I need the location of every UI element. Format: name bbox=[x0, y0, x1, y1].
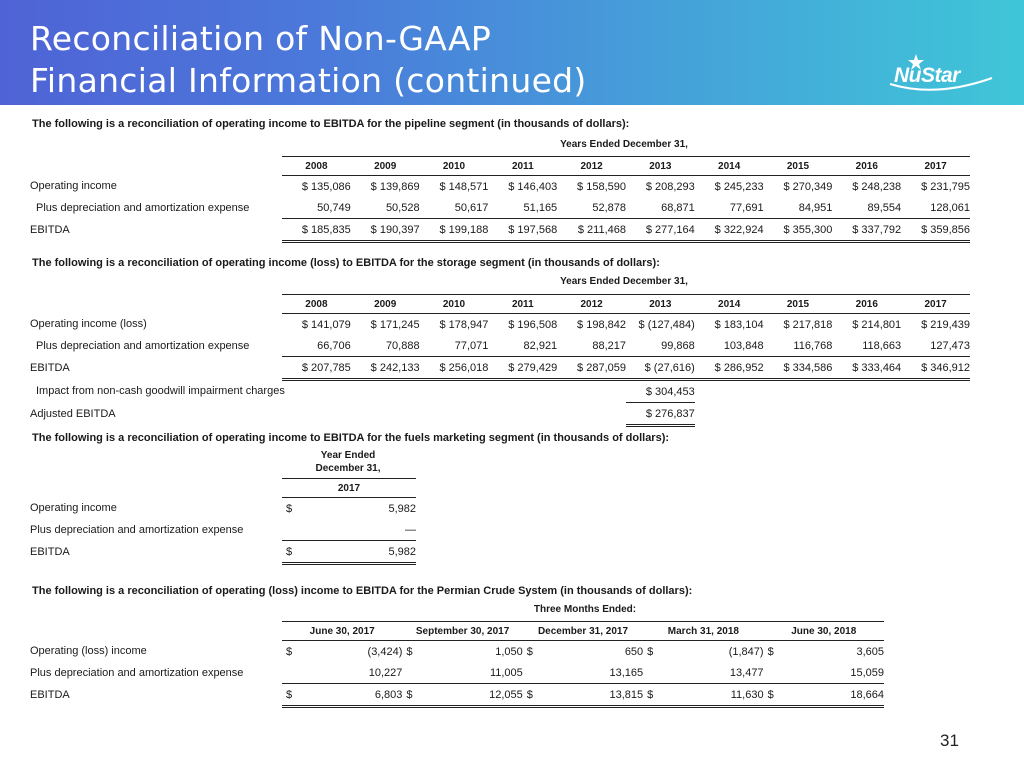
cell-value: 6,803 bbox=[374, 688, 403, 701]
year-header: 2017 bbox=[282, 479, 416, 498]
cell-value: $ 199,188 bbox=[420, 219, 489, 242]
slide-title-line-1: Reconciliation of Non-GAAP bbox=[30, 19, 492, 58]
cell-value: $ 279,429 bbox=[488, 357, 557, 380]
row-label: EBITDA bbox=[30, 689, 70, 701]
cell-value: $ 158,590 bbox=[577, 180, 626, 193]
cell-value: 12,055 bbox=[489, 688, 523, 701]
cell-value: 82,921 bbox=[488, 335, 557, 357]
row-label: EBITDA bbox=[30, 362, 70, 374]
year-header: 2012 bbox=[557, 157, 626, 176]
cell-value: (1,847) bbox=[728, 645, 764, 658]
empty-cell bbox=[695, 403, 764, 426]
year-header: 2014 bbox=[695, 157, 764, 176]
table-row bbox=[30, 684, 884, 707]
cell-value: $ 208,293 bbox=[645, 180, 695, 193]
currency-symbol: $ bbox=[286, 502, 293, 515]
permian-period-header: Three Months Ended: bbox=[533, 604, 637, 615]
year-header: 2015 bbox=[764, 157, 833, 176]
row-label: Operating income bbox=[30, 502, 117, 515]
row-label: Operating income (loss) bbox=[30, 318, 147, 331]
empty-cell bbox=[901, 403, 970, 426]
cell bbox=[523, 662, 643, 684]
year-header: 2014 bbox=[695, 295, 764, 314]
cell-value: 3,605 bbox=[856, 645, 884, 658]
table-row bbox=[30, 335, 970, 357]
slide-title-line-2: Financial Information (continued) bbox=[30, 61, 587, 100]
cell-value: $ 359,856 bbox=[901, 219, 970, 242]
permian-rows bbox=[30, 641, 884, 707]
row-label: Plus depreciation and amortization expense bbox=[30, 523, 244, 536]
table-row bbox=[30, 176, 970, 198]
currency-symbol: $ bbox=[526, 688, 533, 701]
cell-value: 84,951 bbox=[764, 197, 833, 219]
empty-cell bbox=[420, 380, 489, 403]
cell-value: 18,664 bbox=[850, 688, 884, 701]
year-header: 2015 bbox=[764, 295, 833, 314]
cell-value: 11,005 bbox=[489, 666, 523, 679]
cell bbox=[764, 641, 884, 663]
cell-value: 103,848 bbox=[695, 335, 764, 357]
year-header: 2011 bbox=[488, 295, 557, 314]
fuels-intro: The following is a reconciliation of operating income to EBITDA for the fuels marketing segment (in thousands of dollars): bbox=[32, 432, 670, 444]
cell-value: $ 242,133 bbox=[351, 357, 420, 380]
pipeline-years-row bbox=[30, 157, 970, 176]
currency-symbol: $ bbox=[406, 688, 413, 701]
currency-symbol: $ bbox=[406, 645, 413, 658]
pipeline-period-header: Years Ended December 31, bbox=[560, 139, 688, 150]
currency-symbol: $ bbox=[286, 545, 293, 558]
currency-symbol: $ bbox=[767, 688, 774, 701]
impact-row bbox=[30, 380, 970, 403]
cell-value: 88,217 bbox=[557, 335, 626, 357]
cell-value: $ (127,484) bbox=[638, 318, 695, 331]
cell-value: $ 245,233 bbox=[714, 180, 764, 193]
empty-cell bbox=[695, 380, 764, 403]
cell-value: $ 270,349 bbox=[783, 180, 833, 193]
year-header: 2009 bbox=[351, 157, 420, 176]
row-label: Plus depreciation and amortization expense bbox=[36, 339, 250, 352]
cell-value: $ 337,792 bbox=[832, 219, 901, 242]
cell-value: $ 217,818 bbox=[783, 318, 833, 331]
cell-value: $ 287,059 bbox=[557, 357, 626, 380]
cell-value: $ 256,018 bbox=[420, 357, 489, 380]
cell-value: $ 355,300 bbox=[764, 219, 833, 242]
storage-rows bbox=[30, 314, 970, 426]
cell-value: $ 190,397 bbox=[351, 219, 420, 242]
year-header: 2013 bbox=[626, 157, 695, 176]
empty-cell bbox=[282, 380, 351, 403]
cell bbox=[282, 684, 402, 707]
adjusted-label: Adjusted EBITDA bbox=[30, 408, 116, 420]
cell-value: 89,554 bbox=[832, 197, 901, 219]
cell-value: $ 146,403 bbox=[508, 180, 558, 193]
pipeline-intro: The following is a reconciliation of operating income to EBITDA for the pipeline segment (in thousands of dollars): bbox=[32, 118, 630, 130]
year-header: 2017 bbox=[901, 295, 970, 314]
cell-value: 50,617 bbox=[420, 197, 489, 219]
table-row bbox=[30, 219, 970, 242]
period-header: December 31, 2017 bbox=[523, 622, 643, 641]
fuels-period-line-2: December 31, bbox=[315, 463, 381, 474]
storage-table bbox=[30, 294, 970, 427]
cell-value: $ 171,245 bbox=[370, 318, 420, 331]
cell-value: $ 219,439 bbox=[921, 318, 970, 331]
cell-value: $ 141,079 bbox=[301, 318, 351, 331]
row-label: Plus depreciation and amortization expense bbox=[30, 666, 244, 679]
empty-cell bbox=[832, 403, 901, 426]
cell-value: (3,424) bbox=[367, 645, 403, 658]
cell-value: $ 207,785 bbox=[282, 357, 351, 380]
period-header: March 31, 2018 bbox=[643, 622, 763, 641]
cell-value: 70,888 bbox=[351, 335, 420, 357]
cell-value: $ 196,508 bbox=[508, 318, 558, 331]
cell-value: $ 139,869 bbox=[370, 180, 420, 193]
table-row bbox=[30, 662, 884, 684]
currency-symbol: $ bbox=[647, 645, 654, 658]
cell-value: 13,165 bbox=[609, 666, 644, 679]
cell-value: 51,165 bbox=[488, 197, 557, 219]
cell-value: 66,706 bbox=[282, 335, 351, 357]
fuels-rows bbox=[30, 498, 416, 564]
cell-value: 77,691 bbox=[695, 197, 764, 219]
period-header: June 30, 2018 bbox=[764, 622, 884, 641]
adjusted-value: $ 276,837 bbox=[626, 403, 695, 426]
table-row bbox=[30, 197, 970, 219]
storage-period-header: Years Ended December 31, bbox=[560, 276, 688, 287]
storage-label-header bbox=[30, 295, 282, 314]
cell bbox=[402, 641, 522, 663]
cell bbox=[643, 641, 763, 663]
empty-cell bbox=[488, 403, 557, 426]
year-header: 2017 bbox=[901, 157, 970, 176]
cell-value: 118,663 bbox=[832, 335, 901, 357]
adjusted-row bbox=[30, 403, 970, 426]
cell-value: 13,815 bbox=[609, 688, 644, 701]
table-row bbox=[30, 314, 970, 336]
cell-value: $ 334,586 bbox=[764, 357, 833, 380]
cell-value: $ 183,104 bbox=[714, 318, 764, 331]
empty-cell bbox=[282, 403, 351, 426]
pipeline-label-header bbox=[30, 157, 282, 176]
cell bbox=[282, 498, 416, 520]
row-label: Operating (loss) income bbox=[30, 645, 147, 658]
cell-value: 77,071 bbox=[420, 335, 489, 357]
slide-title bbox=[30, 18, 587, 102]
storage-intro: The following is a reconciliation of operating income (loss) to EBITDA for the storage segment (in thousands of dollars): bbox=[32, 257, 660, 269]
year-header: 2016 bbox=[832, 157, 901, 176]
empty-cell bbox=[557, 403, 626, 426]
cell bbox=[523, 641, 643, 663]
cell-value: $ 148,571 bbox=[439, 180, 489, 193]
row-label: Operating income bbox=[30, 180, 117, 193]
currency-symbol: $ bbox=[526, 645, 533, 658]
cell-value: $ 346,912 bbox=[901, 357, 970, 380]
permian-table bbox=[30, 621, 884, 708]
cell-value: 10,227 bbox=[368, 666, 403, 679]
cell bbox=[643, 662, 763, 684]
table-row bbox=[30, 641, 884, 663]
period-header: June 30, 2017 bbox=[282, 622, 402, 641]
cell-value: 116,768 bbox=[764, 335, 833, 357]
fuels-period-header bbox=[282, 449, 414, 475]
table-row bbox=[30, 357, 970, 380]
cell bbox=[764, 684, 884, 707]
impact-value: $ 304,453 bbox=[626, 380, 695, 403]
currency-symbol: $ bbox=[286, 688, 293, 701]
cell-value: $ 185,835 bbox=[282, 219, 351, 242]
cell-value: 650 bbox=[624, 645, 644, 658]
fuels-label-header bbox=[30, 479, 282, 498]
title-banner bbox=[0, 0, 1024, 105]
cell-value: $ 135,086 bbox=[301, 180, 351, 193]
cell-value: 52,878 bbox=[557, 197, 626, 219]
year-header: 2011 bbox=[488, 157, 557, 176]
year-header: 2009 bbox=[351, 295, 420, 314]
cell-value: $ 333,464 bbox=[832, 357, 901, 380]
period-header: September 30, 2017 bbox=[402, 622, 522, 641]
permian-intro: The following is a reconciliation of operating (loss) income to EBITDA for the Permian Crude System (in thousands of dollars): bbox=[32, 585, 693, 597]
year-header: 2016 bbox=[832, 295, 901, 314]
cell bbox=[282, 662, 402, 684]
cell-value: 11,630 bbox=[730, 688, 764, 701]
empty-cell bbox=[420, 403, 489, 426]
cell-value: 99,868 bbox=[626, 335, 695, 357]
cell bbox=[523, 684, 643, 707]
cell-value: $ 197,568 bbox=[488, 219, 557, 242]
cell-value: 1,050 bbox=[495, 645, 523, 658]
cell bbox=[764, 662, 884, 684]
cell bbox=[402, 662, 522, 684]
cell bbox=[402, 684, 522, 707]
empty-cell bbox=[901, 380, 970, 403]
cell-value: $ 214,801 bbox=[852, 318, 902, 331]
cell-value: 50,749 bbox=[282, 197, 351, 219]
cell bbox=[643, 684, 763, 707]
permian-label-header bbox=[30, 622, 282, 641]
table-row bbox=[30, 541, 416, 564]
fuels-table bbox=[30, 478, 416, 565]
storage-years-row bbox=[30, 295, 970, 314]
empty-cell bbox=[832, 380, 901, 403]
table-row bbox=[30, 498, 416, 520]
cell-value: $ 231,795 bbox=[921, 180, 970, 193]
currency-symbol: $ bbox=[286, 645, 293, 658]
cell-value: 127,473 bbox=[901, 335, 970, 357]
cell-value: $ 322,924 bbox=[695, 219, 764, 242]
cell-value: $ 248,238 bbox=[852, 180, 902, 193]
cell bbox=[282, 541, 416, 564]
row-label: EBITDA bbox=[30, 546, 70, 558]
row-label: Plus depreciation and amortization expense bbox=[36, 201, 250, 214]
empty-cell bbox=[764, 403, 833, 426]
year-header: 2008 bbox=[282, 295, 351, 314]
page-number: 31 bbox=[940, 731, 959, 750]
pipeline-table bbox=[30, 156, 970, 243]
permian-periods-row bbox=[30, 622, 884, 641]
cell-value: $ 211,468 bbox=[557, 219, 626, 242]
cell-value: 68,871 bbox=[626, 197, 695, 219]
year-header: 2012 bbox=[557, 295, 626, 314]
nustar-logo bbox=[886, 54, 996, 94]
cell-value: 5,982 bbox=[388, 545, 416, 558]
year-header: 2010 bbox=[420, 295, 489, 314]
currency-symbol: $ bbox=[767, 645, 774, 658]
cell-value: 50,528 bbox=[351, 197, 420, 219]
cell-value: $ 198,842 bbox=[577, 318, 626, 331]
empty-cell bbox=[557, 380, 626, 403]
fuels-year-row bbox=[30, 479, 416, 498]
cell-value: $ (27,616) bbox=[626, 357, 695, 380]
year-header: 2008 bbox=[282, 157, 351, 176]
empty-cell bbox=[764, 380, 833, 403]
pipeline-rows bbox=[30, 176, 970, 242]
year-header: 2010 bbox=[420, 157, 489, 176]
year-header: 2013 bbox=[626, 295, 695, 314]
cell bbox=[282, 641, 402, 663]
cell-value: 13,477 bbox=[729, 666, 764, 679]
cell-value: $ 286,952 bbox=[695, 357, 764, 380]
cell-value: $ 178,947 bbox=[439, 318, 489, 331]
cell bbox=[282, 519, 416, 541]
cell-value: — bbox=[405, 523, 416, 536]
impact-label: Impact from non-cash goodwill impairment charges bbox=[36, 385, 285, 397]
empty-cell bbox=[351, 403, 420, 426]
currency-symbol: $ bbox=[647, 688, 654, 701]
cell-value: $ 277,164 bbox=[626, 219, 695, 242]
logo-wordmark: NuStar bbox=[894, 64, 960, 87]
cell-value: 5,982 bbox=[388, 502, 416, 515]
empty-cell bbox=[351, 380, 420, 403]
cell-value: 15,059 bbox=[850, 666, 884, 679]
table-row bbox=[30, 519, 416, 541]
cell-value: 128,061 bbox=[901, 197, 970, 219]
row-label: EBITDA bbox=[30, 224, 70, 236]
empty-cell bbox=[488, 380, 557, 403]
fuels-period-line-1: Year Ended bbox=[320, 450, 376, 461]
